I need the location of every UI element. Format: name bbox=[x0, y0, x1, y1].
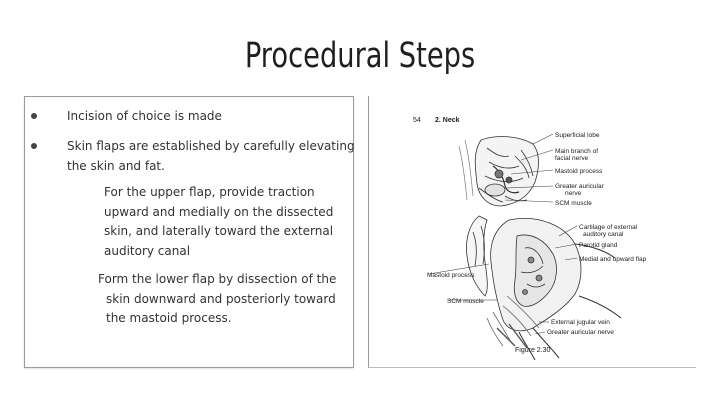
figure-label: SCM muscle bbox=[447, 298, 484, 305]
figure-label: facial nerve bbox=[555, 155, 589, 162]
bullet-item bbox=[31, 106, 351, 126]
paragraph-line: skin, and laterally toward the external bbox=[104, 224, 334, 238]
paragraph-line: skin downward and posteriorly toward bbox=[106, 291, 336, 306]
figure-label: auditory canal bbox=[583, 231, 624, 238]
figure-caption: Figure 2.30 bbox=[515, 347, 551, 354]
anatomy-figure-panel bbox=[368, 96, 696, 368]
sub-paragraph-upper-flap bbox=[104, 183, 333, 261]
figure-label: Superficial lobe bbox=[555, 132, 600, 139]
paragraph-line: auditory canal bbox=[104, 243, 191, 258]
upper-drawing bbox=[459, 137, 539, 206]
figure-label: nerve bbox=[565, 190, 582, 197]
figure-label: SCM muscle bbox=[555, 200, 592, 207]
bullet-text-line: Skin flaps are established by carefully elevating bbox=[67, 139, 355, 153]
paragraph-line: the mastoid process. bbox=[106, 311, 232, 325]
anatomy-illustration bbox=[369, 96, 697, 368]
slide-title: Procedural Steps bbox=[244, 36, 476, 76]
figure-label: Mastoid process bbox=[555, 168, 603, 175]
bullet-item bbox=[31, 136, 355, 176]
bullet-dot bbox=[31, 113, 37, 119]
sub-paragraph-lower-flap bbox=[98, 270, 336, 329]
bullet-dot bbox=[31, 143, 37, 149]
figure-label: External jugular vein bbox=[551, 319, 610, 326]
paragraph-line: Form the lower flap by dissection of the bbox=[98, 272, 337, 286]
figure-label: Cartilage of external bbox=[579, 224, 638, 231]
figure-label: Greater auricular nerve bbox=[547, 329, 614, 336]
figure-label: Parotid gland bbox=[579, 242, 618, 249]
figure-label: Mastoid process bbox=[427, 272, 475, 279]
figure-page-number: 54 bbox=[413, 117, 421, 124]
paragraph-line: upward and medially on the dissected bbox=[104, 204, 334, 219]
paragraph-line: For the upper flap, provide traction bbox=[104, 185, 315, 199]
figure-section: 2. Neck bbox=[435, 117, 460, 124]
figure-label: Medial and upward flap bbox=[579, 256, 647, 263]
bullet-text-line: the skin and fat. bbox=[67, 159, 165, 173]
text-panel bbox=[24, 96, 354, 368]
figure-label: Greater auricular bbox=[555, 183, 604, 190]
bullet-text: Incision of choice is made bbox=[67, 109, 222, 123]
figure-label: Main branch of bbox=[555, 148, 598, 155]
